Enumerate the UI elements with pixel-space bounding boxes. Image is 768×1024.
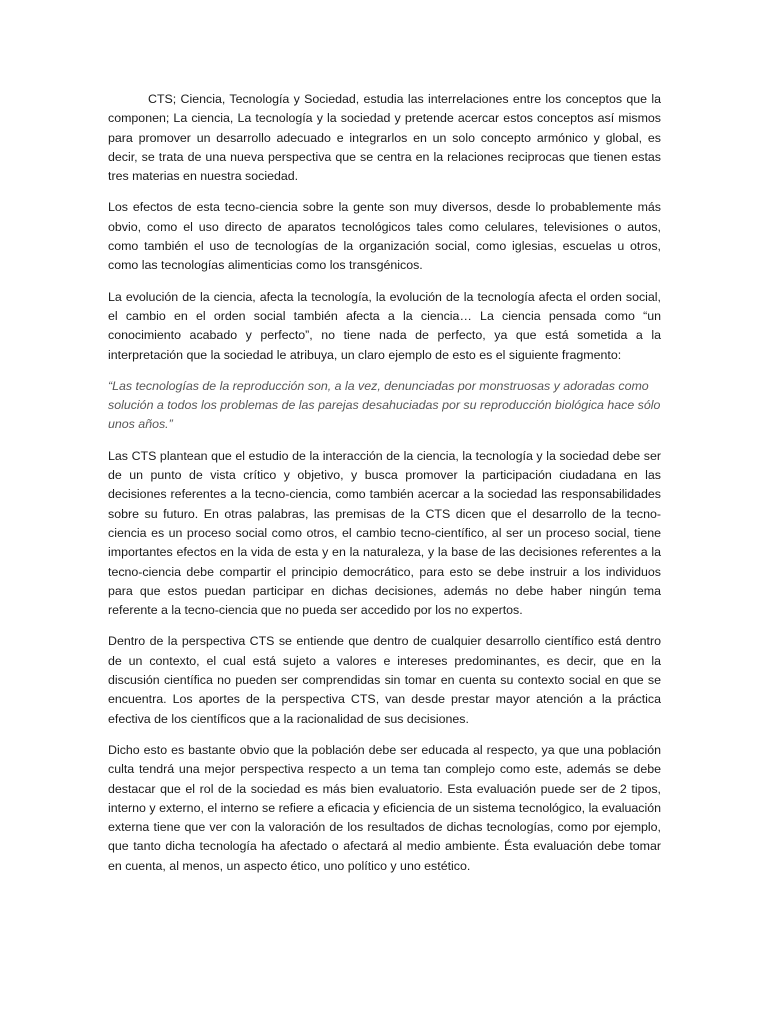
paragraph-intro: CTS; Ciencia, Tecnología y Sociedad, estudia las interrelaciones entre los conceptos que la componen; La ciencia, La tecnología y la sociedad y pretende acercar estos conceptos así mismos para promover un desarrollo adecuado e integrarlos en un solo concepto armónico y global, es decir, se trata de una nueva perspectiva que se centra en la relaciones reciprocas que tienen estas tres materias en nuestra sociedad.	[108, 92, 661, 184]
paragraph-effects: Los efectos de esta tecno-ciencia sobre la gente son muy diversos, desde lo probablemente más obvio, como el uso directo de aparatos tecnológicos tales como celulares, televisiones o autos, como también el uso de tecnologías de la organización social, como iglesias, escuelas u otros, como las tecnologías alimenticias como los transgénicos.	[108, 200, 661, 273]
paragraph-evolution: La evolución de la ciencia, afecta la tecnología, la evolución de la tecnología afecta el orden social, el cambio en el orden social también afecta a la ciencia… La ciencia pensada como “un conocimiento acabado y perfecto”, no tiene nada de perfecto, ya que está sometida a la interpretación que la sociedad le atribuya, un claro ejemplo de esto es el siguiente fragmento:	[108, 289, 661, 362]
paragraph-cts-perspective: Dentro de la perspectiva CTS se entiende que dentro de cualquier desarrollo científico está dentro de un contexto, el cual está sujeto a valores e intereses predominantes, es decir, que en la discusión científica no pueden ser comprendidas sin tomar en cuenta su contexto social en que se encuentra. Los aportes de la perspectiva CTS, van desde prestar mayor atención a la práctica efectiva de los científicos que a la racionalidad de sus decisiones.	[108, 634, 661, 726]
paragraph-evaluation: Dicho esto es bastante obvio que la población debe ser educada al respecto, ya que una población culta tendrá una mejor perspectiva respecto a un tema tan complejo como este, además se debe destacar que el rol de la sociedad es más bien evaluatorio. Esta evaluación puede ser de 2 tipos, interno y externo, el interno se refiere a eficacia y eficiencia de un sistema tecnológico, la evaluación externa tiene que ver con la valoración de los resultados de dichas tecnologías, como por ejemplo, que tanto dicha tecnología ha afectado o afectará al medio ambiente. Ésta evaluación debe tomar en cuenta, al menos, un aspecto ético, uno político y uno estético.	[108, 742, 661, 873]
quote-fragment: “Las tecnologías de la reproducción son, a la vez, denunciadas por monstruosas y adoradas como solución a todos los problemas de las parejas desahuciadas por su reproducción biológica hace sólo unos años.”	[108, 378, 661, 432]
paragraph-cts-premises: Las CTS plantean que el estudio de la interacción de la ciencia, la tecnología y la sociedad debe ser de un punto de vista crítico y objetivo, y busca promover la participación ciudadana en las decisiones referentes a la tecno-ciencia, como también acercar a la sociedad las responsabilidades sobre su futuro. En otras palabras, las premisas de la CTS dicen que el desarrollo de la tecno-ciencia es un proceso social como otros, el cambio tecno-científico, al ser un proceso social, tiene importantes efectos en la vida de esta y en la naturaleza, y la base de las decisiones referentes a la tecno-ciencia debe compartir el principio democrático, para esto se debe instruir a los individuos para que estos puedan participar en dichas decisiones, además no debe haber ningún tema referente a la tecno-ciencia que no pueda ser accedido por los no expertos.	[108, 448, 661, 618]
